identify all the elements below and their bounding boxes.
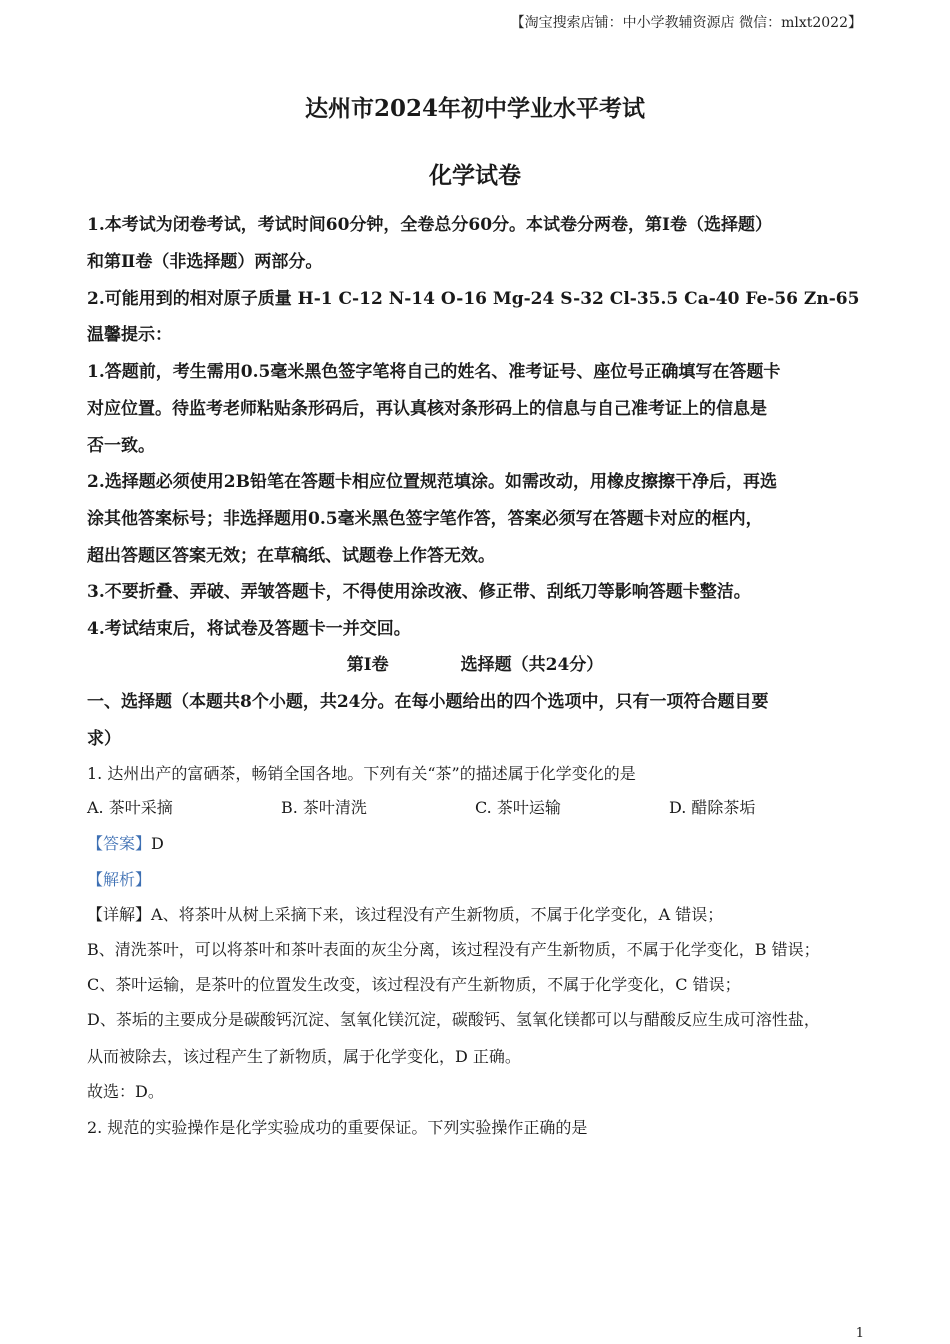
q1-detail-b: B、清洗茶叶，可以将茶叶和茶叶表面的灰尘分离，该过程没有产生新物质，不属于化学变化，B 错误； [87, 940, 820, 959]
q1-option-b: B. 茶叶清洗 [281, 798, 367, 817]
analysis-label: 【解析】 [87, 870, 152, 889]
instruction-line: 涂其他答案标号；非选择题用0.5毫米黑色签字笔作答，答案必须写在答题卡对应的框内， [87, 509, 763, 529]
q1-detail-c: C、茶叶运输，是茶叶的位置发生改变，该过程没有产生新物质，不属于化学变化，C 错误； [87, 975, 741, 994]
section-title [0, 650, 950, 675]
section-intro: 一、选择题（本题共8个小题，共24分。在每小题给出的四个选项中，只有一项符合题目要 [87, 692, 769, 712]
exam-title: 达州市2024年初中学业水平考试 [304, 95, 645, 122]
q1-conclusion: 故选：D。 [87, 1082, 164, 1101]
instruction-line: 2.选择题必须使用2B铅笔在答题卡相应位置规范填涂。如需改动，用橡皮擦擦干净后，再选 [87, 472, 777, 492]
instruction-line: 超出答题区答案无效；在草稿纸、试题卷上作答无效。 [87, 546, 495, 566]
q1-option-a: A. 茶叶采摘 [87, 798, 173, 817]
tips-heading: 温馨提示： [87, 325, 172, 345]
q1-option-c: C. 茶叶运输 [475, 798, 561, 817]
q1-detail-d-cont: 从而被除去，该过程产生了新物质，属于化学变化，D 正确。 [87, 1047, 521, 1066]
detail-text: A、将茶叶从树上采摘下来，该过程没有产生新物质，不属于化学变化，A 错误； [151, 905, 724, 924]
section-part: 第Ⅰ卷 [346, 655, 389, 675]
q1-detail-d: D、茶垢的主要成分是碳酸钙沉淀、氢氧化镁沉淀，碳酸钙、氢氧化镁都可以与醋酸反应生成可溶性盐， [87, 1010, 820, 1029]
question-2-stem: 2. 规范的实验操作是化学实验成功的重要保证。下列实验操作正确的是 [87, 1118, 588, 1137]
section-intro: 求） [87, 729, 121, 749]
instruction-line: 否一致。 [87, 436, 155, 456]
detail-label: 【详解】 [87, 905, 152, 924]
answer-value: D [151, 834, 164, 853]
instruction-line: 2.可能用到的相对原子质量 H-1 C-12 N-14 O-16 Mg-24 S-32 Cl-35.5 Ca-40 Fe-56 Zn-65 [87, 289, 860, 309]
q1-detail-a [87, 902, 723, 925]
q1-option-d: D. 醋除茶垢 [669, 798, 756, 817]
section-name: 选择题（共24分） [460, 655, 604, 675]
instruction-line: 1.答题前，考生需用0.5毫米黑色签字笔将自己的姓名、准考证号、座位号正确填写在答题卡 [87, 362, 781, 382]
instruction-line: 4.考试结束后，将试卷及答题卡一并交回。 [87, 619, 411, 639]
question-1-stem: 1. 达州出产的富硒茶，畅销全国各地。下列有关“茶”的描述属于化学变化的是 [87, 764, 636, 783]
instruction-line: 对应位置。待监考老师粘贴条形码后，再认真核对条形码上的信息与自己准考证上的信息是 [87, 399, 767, 419]
q1-answer [87, 831, 164, 854]
answer-label: 【答案】 [87, 834, 152, 853]
page-number: 1 [855, 1326, 864, 1341]
instruction-line: 1.本考试为闭卷考试，考试时间60分钟，全卷总分60分。本试卷分两卷，第Ⅰ卷（选择题） [87, 215, 773, 235]
instruction-line: 和第Ⅱ卷（非选择题）两部分。 [87, 252, 323, 272]
header-note: 【淘宝搜索店铺：中小学教辅资源店 微信：mlxt2022】 [510, 15, 862, 31]
subject-title: 化学试卷 [429, 162, 521, 189]
instruction-line: 3.不要折叠、弄破、弄皱答题卡，不得使用涂改液、修正带、刮纸刀等影响答题卡整洁。 [87, 582, 751, 602]
